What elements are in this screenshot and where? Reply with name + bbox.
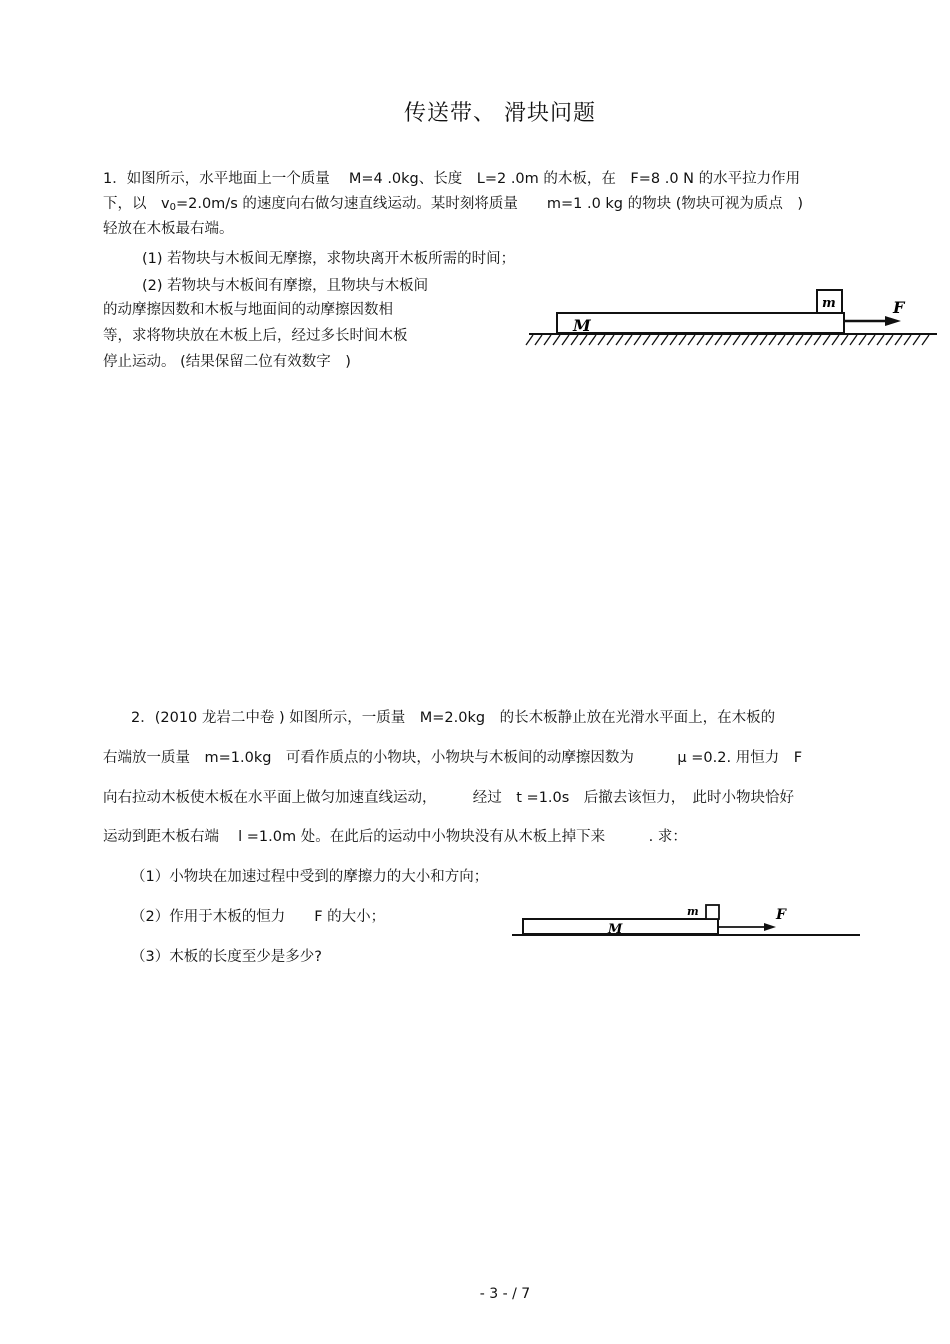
ground-hatching xyxy=(526,335,929,345)
block-label: m xyxy=(687,905,699,918)
problem-2-figure xyxy=(510,898,865,940)
problem-2-question-2: （2）作用于木板的恒力 F 的大小； xyxy=(131,909,386,925)
force-arrow-head xyxy=(764,923,776,931)
force-label: F xyxy=(893,298,905,317)
page-number: - 3 - / 7 xyxy=(479,1286,531,1302)
problem-1-question-2-cont: 等，求将物块放在木板上后，经过多长时间木板 xyxy=(103,328,408,344)
board-label: M xyxy=(608,922,623,937)
problem-1-line-3: 轻放在木板最右端。 xyxy=(103,221,234,237)
problem-1-question-1: (1) 若物块与木板间无摩擦，求物块离开木板所需的时间； xyxy=(142,251,516,267)
problem-1-question-2-cont: 停止运动。 (结果保留二位有效数字 ) xyxy=(103,354,351,370)
problem-1-line-1: 1．如图所示，水平地面上一个质量 M=4 .0kg、长度 L=2 .0m 的木板，在 F=8 .0 N 的水平拉力作用 xyxy=(103,171,801,187)
small-block xyxy=(706,905,719,919)
problem-1-question-2-cont: 的动摩擦因数和木板与地面间的动摩擦因数相 xyxy=(103,302,393,318)
problem-2-line-4: 运动到距木板右端 l =1.0m 处。在此后的运动中小物块没有从木板上掉下来 . 求： xyxy=(103,829,687,845)
force-arrow-head xyxy=(885,316,901,326)
problem-1-question-2: (2) 若物块与木板间有摩擦，且物块与木板间 xyxy=(142,278,429,294)
page-title: 传送带、 滑块问题 xyxy=(404,101,596,126)
problem-2-question-1: （1）小物块在加速过程中受到的摩擦力的大小和方向； xyxy=(131,869,489,885)
board-label: M xyxy=(573,316,591,335)
problem-2-question-3: （3）木板的长度至少是多少? xyxy=(131,949,322,965)
problem-1-figure xyxy=(525,283,945,353)
problem-2-line-3: 向右拉动木板使木板在水平面上做匀加速直线运动， 经过 t =1.0s 后撤去该恒力， 此时小物块恰好 xyxy=(103,790,795,806)
block-label: m xyxy=(822,296,836,311)
force-label: F xyxy=(776,907,786,923)
wooden-board xyxy=(557,313,844,333)
problem-1-line-2: 下，以 $v_0=2.0m/s$ 的速度向右做匀速直线运动。某时刻将质量 m=1 .0 kg 的物块 (物块可视为质点 ) xyxy=(103,196,804,213)
problem-2-line-2: 右端放一质量 m=1.0kg 可看作质点的小物块，小物块与木板间的动摩擦因数为 μ =0.2. 用恒力 F xyxy=(103,750,803,766)
problem-2-line-1: 2．(2010 龙岩二中卷 ) 如图所示，一质量 M=2.0kg 的长木板静止放在光滑水平面上，在木板的 xyxy=(131,710,776,726)
